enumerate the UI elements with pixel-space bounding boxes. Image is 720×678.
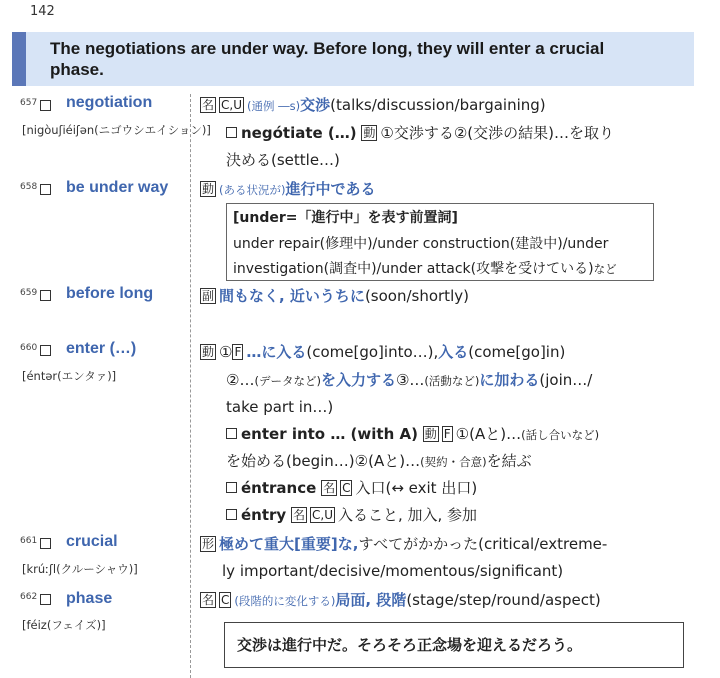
- headword: negotiation: [66, 94, 153, 111]
- box-title: [under=「進行中」を表す前置詞]: [233, 210, 458, 226]
- derivative-line: éntrance 名 C 入口(↔ exit 出口): [226, 478, 477, 498]
- headword: phase: [66, 590, 113, 607]
- checkbox-icon[interactable]: [40, 290, 51, 301]
- countability-badge: C: [221, 593, 230, 607]
- usage-note: (段階的に変化する): [234, 594, 336, 608]
- noun-badge: 名: [202, 593, 215, 607]
- checkbox-icon[interactable]: [40, 184, 51, 195]
- usage-note: (通例 ―s): [247, 99, 301, 113]
- page-number: 142: [30, 4, 55, 19]
- meaning: …に入る: [246, 343, 307, 361]
- checkbox-icon[interactable]: [40, 100, 51, 111]
- checkbox-icon[interactable]: [226, 509, 237, 520]
- pronunciation: [éntər(エンタァ)]: [22, 369, 117, 383]
- pronunciation: [nigòuʃiéiʃən(ニゴウシエイション)]: [22, 123, 211, 137]
- translation-box: [224, 622, 684, 668]
- meaning: 間もなく, 近いうちに: [219, 287, 365, 305]
- headword: be under way: [66, 179, 169, 196]
- formal-badge: F: [234, 345, 242, 359]
- noun-badge: 名: [202, 98, 215, 112]
- synonyms: (talks/discussion/bargaining): [330, 96, 546, 114]
- checkbox-icon[interactable]: [226, 482, 237, 493]
- usage-note: (ある状況が): [219, 183, 286, 197]
- verb-badge: 動: [363, 126, 376, 140]
- meaning: 進行中である: [285, 180, 376, 198]
- headword: crucial: [66, 533, 118, 550]
- meaning: 極めて重大[重要]な,: [219, 535, 359, 553]
- entry-number: 660: [20, 343, 38, 353]
- entry-number: 657: [20, 98, 38, 108]
- definition-line: [200, 286, 469, 306]
- adjective-badge: 形: [202, 537, 215, 551]
- definition-line: ly important/decisive/momentous/significant): [222, 562, 564, 580]
- meaning: 交渉: [300, 96, 331, 114]
- derivative-line: enter into … (with A) 動 F ①(Aと)…(話し合いなど): [226, 424, 599, 445]
- example-sentence-line-2: phase.: [50, 60, 104, 79]
- pronunciation: [krúːʃl(クルーシャウ)]: [22, 562, 138, 576]
- formal-badge: F: [443, 427, 451, 441]
- translation-text: 交渉は進行中だ。そろそろ正念場を迎えるだろう。: [237, 636, 583, 654]
- checkbox-icon[interactable]: [40, 594, 51, 605]
- verb-badge: 動: [202, 345, 215, 359]
- derivative-line: éntry 名 C,U 入ること, 加入, 参加: [226, 505, 477, 525]
- column-divider: [190, 94, 191, 678]
- definition-line: ②…(データなど)を入力する③…(活動など)に加わる(join…/: [226, 371, 593, 389]
- verb-badge: 動: [202, 182, 215, 196]
- headword: enter (…): [66, 340, 137, 357]
- box-line: investigation(調査中)/under attack(攻撃を受けている)など: [233, 261, 617, 277]
- definition-line: take part in…): [226, 398, 334, 416]
- synonyms: (soon/shortly): [364, 287, 469, 305]
- checkbox-icon[interactable]: [40, 538, 51, 549]
- definition-line: [200, 179, 376, 200]
- derivative-meaning: ①交渉する②(交渉の結果)…を取り: [380, 124, 615, 142]
- example-sentence: [50, 38, 690, 80]
- synonyms: (stage/step/round/aspect): [406, 591, 601, 609]
- derivative-line: [226, 123, 614, 143]
- example-sentence-banner: [12, 32, 694, 86]
- definition-line: [200, 590, 601, 611]
- box-line: under repair(修理中)/under construction(建設中)/under: [233, 236, 609, 252]
- headword: before long: [66, 285, 154, 302]
- adverb-badge: 副: [202, 289, 215, 303]
- countability-badge: C: [342, 481, 351, 495]
- banner-accent-bar: [12, 32, 26, 86]
- meaning: 局面, 段階: [335, 591, 407, 609]
- entry-number: 658: [20, 182, 38, 192]
- checkbox-icon[interactable]: [226, 428, 237, 439]
- derivative-line: を始める(begin…)②(Aと)…(契約・合意)を結ぶ: [226, 452, 532, 470]
- entry-number: 662: [20, 592, 38, 602]
- derivative-line: 決める(settle…): [226, 151, 340, 169]
- noun-badge: 名: [292, 508, 305, 522]
- checkbox-icon[interactable]: [226, 127, 237, 138]
- verb-badge: 動: [424, 427, 437, 441]
- countability-badge: C,U: [221, 98, 242, 112]
- entry-number: 659: [20, 288, 38, 298]
- definition-line: [200, 95, 546, 116]
- usage-note-box: [226, 203, 654, 281]
- entry-number: 661: [20, 536, 38, 546]
- checkbox-icon[interactable]: [40, 345, 51, 356]
- definition-line: 動 ① F …に入る(come[go]into…),入る(come[go]in): [202, 343, 566, 361]
- countability-badge: C,U: [312, 508, 333, 522]
- pronunciation: [féiz(フェイズ)]: [22, 618, 106, 632]
- derivative-word: negótiate (…): [241, 124, 357, 142]
- noun-badge: 名: [323, 481, 336, 495]
- example-sentence-line-1: The negotiations are under way. Before long, they will enter a crucial: [50, 39, 605, 58]
- definition-line: 形 極めて重大[重要]な,すべてがかかった(critical/extreme-: [202, 535, 608, 553]
